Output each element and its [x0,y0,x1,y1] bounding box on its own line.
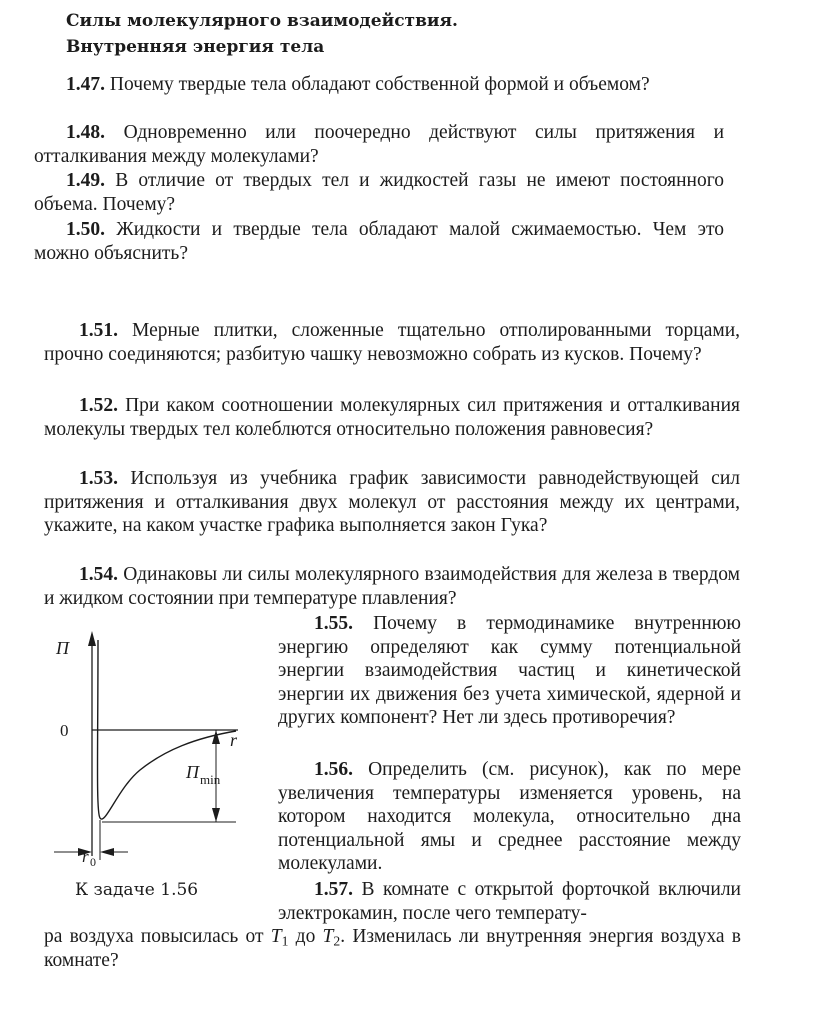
zero-label: 0 [60,721,69,740]
figure-caption: К задаче 1.56 [75,880,199,900]
problem-text-mid: до [288,926,323,948]
r0-label: r [82,847,89,866]
problem-text: Жидкости и твердые тела обладают малой сжимаемостью. Чем это можно объяснить? [34,219,724,264]
problem-1-53 [44,467,740,538]
problem-1-47 [34,73,724,97]
problem-1-51 [44,319,740,366]
problem-text: При каком соотношении молекулярных сил притяжения и отталкивания молекулы твердых тел колеблются относительно положения равновесия? [44,395,740,440]
potential-well-figure [40,628,276,868]
temperature-t2: T [322,926,334,948]
problem-1-52 [44,394,740,441]
section-title-line-2: Внутренняя энергия тела [66,37,325,57]
problem-number: 1.48. [66,122,105,143]
problem-number: 1.57. [314,879,353,900]
problem-number: 1.53. [79,468,118,489]
r0-arrow-right [100,848,114,856]
problem-text: Определить (см. рисунок), как по мере увеличения температуры изменяется уровень, на котором находится молекула, относительно дна потенциальной ямы и среднее расстояние между молекулами. [278,759,741,875]
problem-number: 1.49. [66,170,105,191]
problem-first-line: 1.57. В комнате с открытой форточкой включили электрокамин, после чего температу- [278,879,741,924]
x-axis-label: r [230,730,238,750]
problem-number: 1.56. [314,759,353,780]
problem-number: 1.50. [66,219,105,240]
problem-1-49 [34,169,724,216]
problem-text: Используя из учебника график зависимости равнодействующей сил притяжения и отталкивания двух молекул от расстояния между их центрами, укажите, на каком участке графика выполняется закон Гука? [44,468,741,537]
y-axis-arrow [88,631,96,646]
min-label: П [186,762,199,782]
problem-number: 1.51. [79,320,118,341]
problem-text-part-b: . Изменилась ли внутренняя энергия воздуха в комнате? [44,926,742,971]
problem-number: 1.52. [79,395,118,416]
problem-text: Почему твердые тела обладают собственной формой и объемом? [109,74,650,95]
y-axis-label: П [56,638,69,658]
min-dimension-arrow-top [212,730,220,744]
r0-label-subscript: 0 [90,855,96,868]
problem-text: Почему в термодинамике внутреннюю энергию определяют как сумму потенциальной энергии взаимодействия частиц и кинетической энергии их движения без учета химической, ядерной и других компонент? Нет ли здесь противоречия? [278,613,741,729]
problem-text-part-a: ра воздуха повысилась от [44,926,271,948]
min-dimension-arrow-bottom [212,808,220,822]
min-label-subscript: min [200,772,221,787]
problem-1-56 [278,758,741,876]
problem-1-48 [34,121,724,168]
problem-text: Одинаковы ли силы молекулярного взаимодействия для железа в твердом и жидком состоянии при температуре плавления? [44,564,741,609]
problem-text-line-1: В комнате с открытой форточкой включили электрокамин, после чего температу [278,879,741,924]
problem-1-54 [44,563,740,610]
problem-number: 1.54. [79,564,118,585]
problem-1-55 [278,612,741,730]
section-title-line-1: Силы молекулярного взаимодействия. [66,11,458,31]
temperature-t1: T [270,926,282,948]
problem-number: 1.47. [66,74,105,95]
problem-text: В отличие от твердых тел и жидкостей газы не имеют постоянного объема. Почему? [34,170,724,215]
problem-text: Мерные плитки, сложенные тщательно отполированными торцами, прочно соединяются; разбитую чашку невозможно собрать из кусков. Почему? [44,320,741,365]
problem-text: Одновременно или поочередно действуют силы притяжения и отталкивания между молекулами? [34,122,725,167]
temperature-t1-subscript: 1 [281,933,289,949]
section-title [66,8,458,60]
problem-number: 1.55. [314,613,353,634]
problem-1-50 [34,218,724,265]
temperature-t2-subscript: 2 [333,933,341,949]
